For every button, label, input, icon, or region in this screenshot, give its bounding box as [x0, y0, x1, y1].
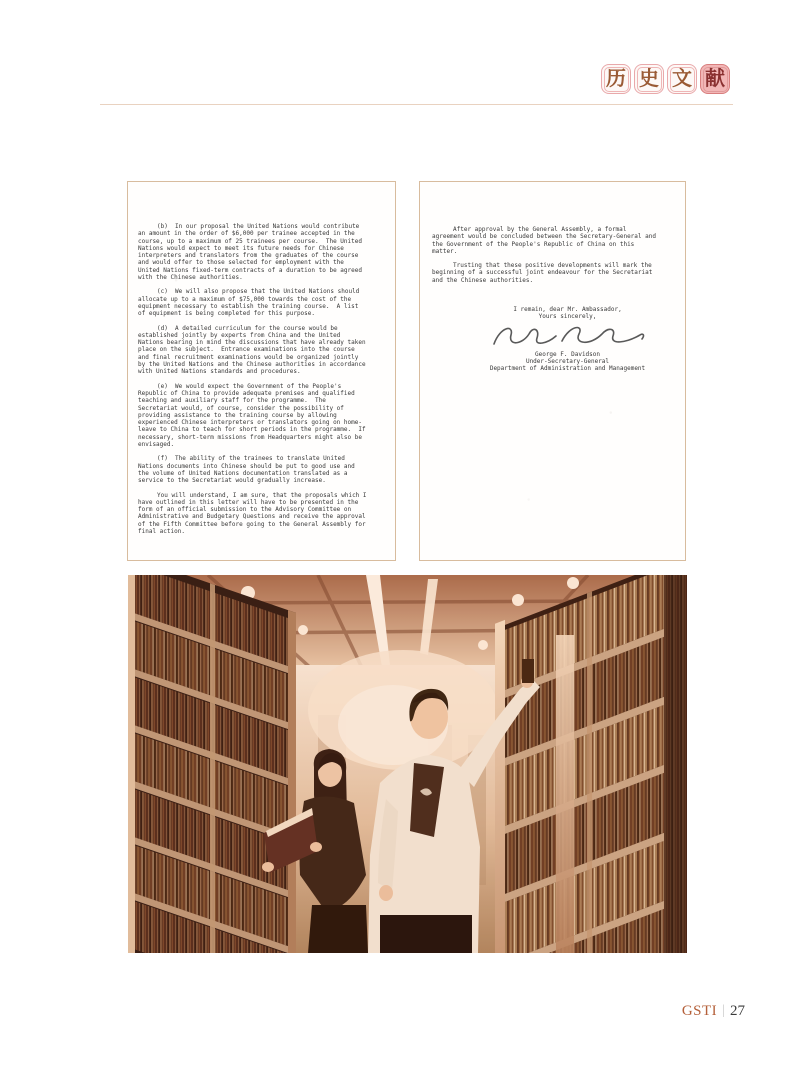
closing-line-2: Yours sincerely, [538, 313, 597, 321]
footer-brand: GSTI [681, 1002, 718, 1019]
header-divider-rule [100, 104, 733, 105]
sepia-overlay [128, 575, 687, 953]
closing-line-1: I remain, dear Mr. Ambassador, [513, 306, 622, 313]
library-photo-art [128, 575, 687, 953]
badge-char-2-label: 史 [637, 67, 662, 92]
badge-char-4-label: 献 [703, 67, 728, 92]
letter-paragraph-b: (b) In our proposal the United Nations would contribute an amount in the order of $6,000 per trainee accepted in the course, up to a maximum of 25 trainees per course. The United Nations would expect to meet its future needs for Chinese interpreters and translators from the graduates of the course and would offer to those selected for employment with the United Nations fixed-term contracts of a duration to be agreed with the Chinese authorities. [138, 223, 366, 282]
signatory-name: George F. Davidson [534, 350, 601, 358]
page-footer [682, 1002, 745, 1020]
letter-paragraph-approval: After approval by the General Assembly, a formal agreement would be concluded between the Secretary-General and the Government of the People's Republic of China on this matter. [432, 226, 660, 255]
badge-char-3 [667, 64, 697, 94]
signatory-department: Department of Administration and Management [489, 365, 646, 373]
badge-char-1 [601, 64, 631, 94]
section-title-badges [601, 64, 733, 95]
scanned-letter-page-right [419, 181, 686, 561]
letter-paragraph-f: (f) The ability of the trainees to translate United Nations documents into Chinese should be put to good use and the volume of United Nations documentation translated as a service to the Secretariat would gradually increase. [138, 455, 359, 485]
badge-char-2 [634, 64, 664, 94]
letter-paragraph-trusting: Trusting that these positive developments will mark the beginning of a successful joint endeavour for the Secretariat and the Chinese authorities. [432, 262, 656, 284]
letter-paragraph-final: You will understand, I am sure, that the proposals which I have outlined in this letter will have to be presented in the form of an official submission to the Advisory Committee on Administrative and Budgetary Questions and receive the approval of the Fifth Committee before going to the General Assembly for final action. [138, 491, 371, 535]
letter-paragraph-e: (e) We would expect the Government of the People's Republic of China to provide adequate premises and qualified teaching and auxiliary staff for the programme. The Secretariat would, of course, consider the possibility of providing assistance to the training course by allowing experienced Chinese interpreters or translators going on home-leave to China to teach for short periods in the programme. If necessary, short-term missions from Headquarters might also be envisaged. [138, 382, 370, 449]
library-photo [128, 575, 687, 953]
badge-char-4 [700, 64, 730, 94]
badge-char-3-label: 文 [670, 67, 695, 92]
signatory-title: Under-Secretary-General [525, 357, 610, 365]
letter-paragraph-d: (d) A detailed curriculum for the course would be established jointly by experts from China and the United Nations bearing in mind the discussions that have already taken place on the subject. Entrance examinations into the course and final recruitment examinations would be organized jointly by the United Nations and the Chinese authorities in accordance with United Nations standards and procedures. [138, 324, 370, 376]
letter-paragraph-c: (c) We will also propose that the United Nations should allocate up to a maximum of $75,000 towards the cost of the equipment necessary to establish the training course. A list of equipment is being completed for this purpose. [138, 288, 363, 318]
scanned-letter-page-left [127, 181, 396, 561]
footer-separator: | [722, 1003, 725, 1018]
footer-page-number: 27 [730, 1002, 745, 1019]
letter-closing-block [450, 306, 685, 372]
signature-scrawl [488, 322, 648, 352]
badge-char-1-label: 历 [604, 67, 629, 92]
